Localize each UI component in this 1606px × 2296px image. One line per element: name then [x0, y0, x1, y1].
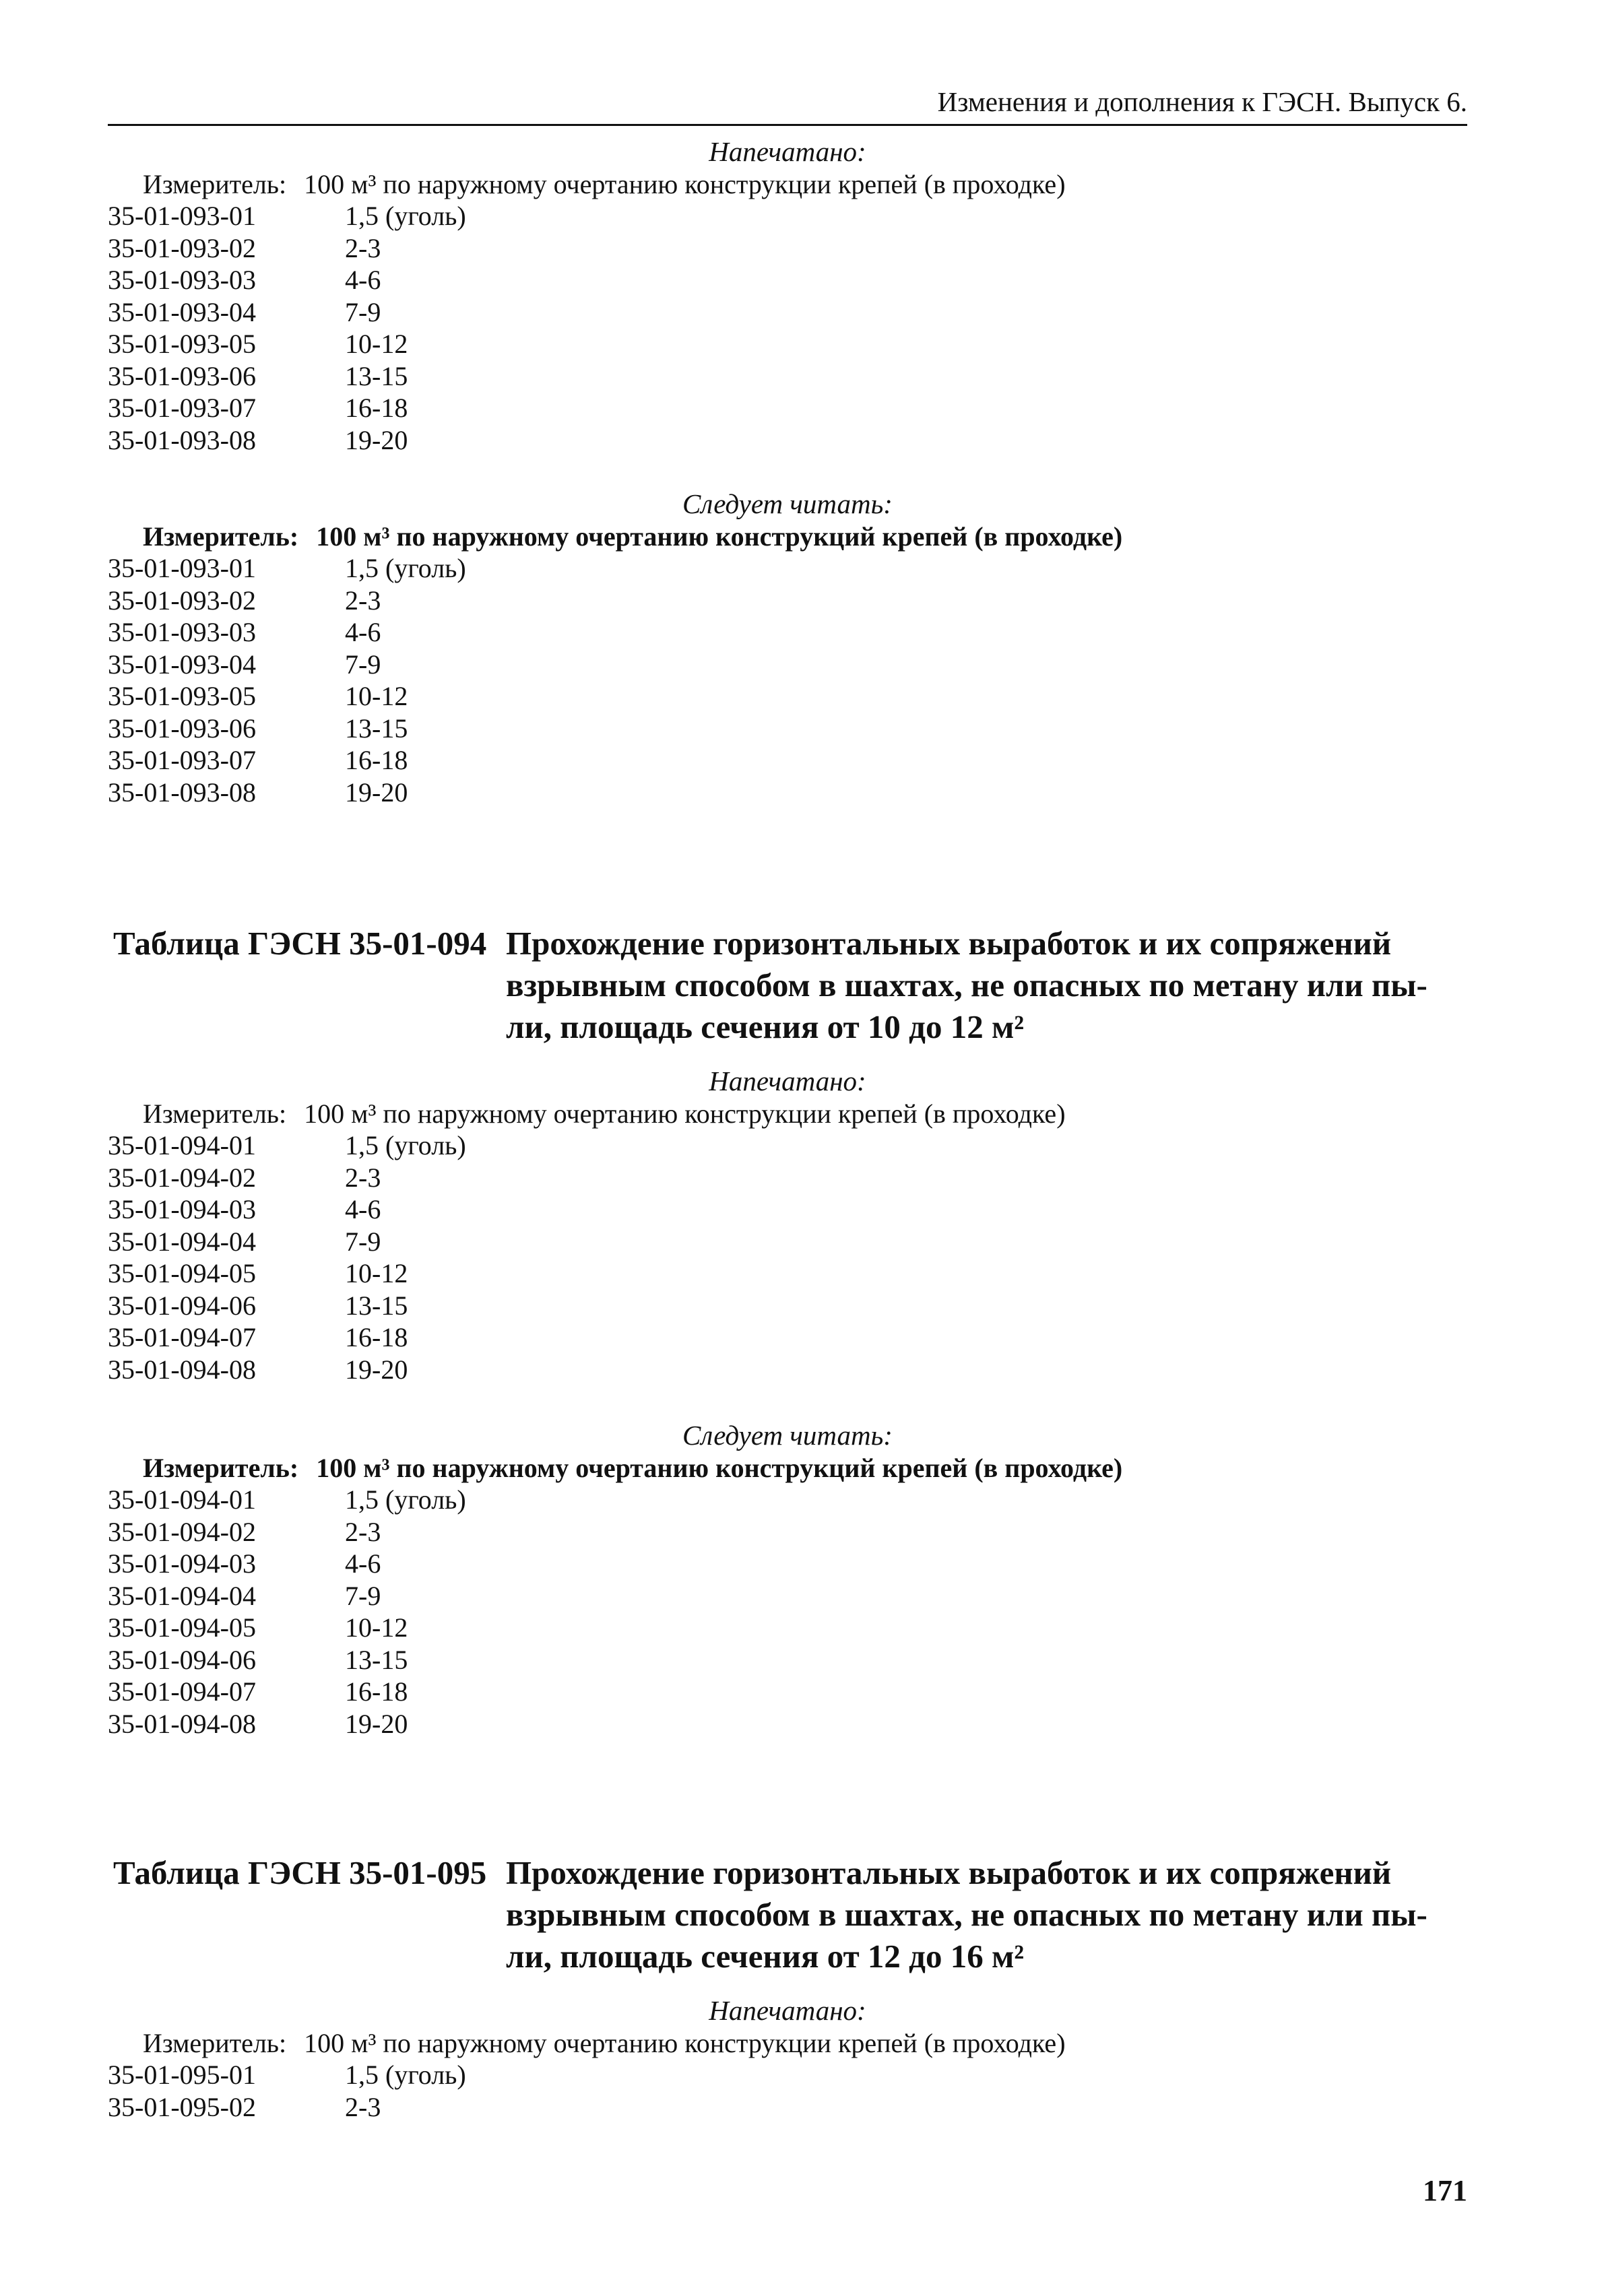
row-value: 4-6	[345, 265, 381, 295]
section-heading: Следует читать:	[682, 488, 893, 519]
table-row	[108, 2091, 1467, 2124]
unit-label: Измеритель:	[143, 2028, 287, 2058]
row-code: 35-01-093-06	[108, 713, 256, 744]
row-value: 19-20	[345, 424, 408, 455]
unit-line	[108, 168, 1467, 200]
table-row	[108, 1516, 1467, 1548]
table-row	[108, 2059, 1467, 2091]
table-caption-line: Прохождение горизонтальных выработок и их сопряжений	[506, 1854, 1392, 1891]
row-code: 35-01-093-04	[108, 649, 256, 680]
row-value: 1,5 (уголь)	[345, 1130, 466, 1160]
row-code: 35-01-094-01	[108, 1484, 256, 1515]
rows	[108, 200, 1467, 456]
row-value: 1,5 (уголь)	[345, 201, 466, 231]
row-value: 7-9	[345, 1580, 381, 1611]
section-heading: Следует читать:	[682, 1420, 893, 1451]
corrected-block-094	[108, 1418, 1467, 1740]
table-row	[108, 1644, 1467, 1676]
row-code: 35-01-093-07	[108, 393, 256, 423]
row-value: 19-20	[345, 1708, 408, 1739]
table-caption	[506, 1852, 1467, 1977]
row-value: 16-18	[345, 393, 408, 423]
unit-text: 100 м³ по наружному очертанию конструкции крепей (в проходке)	[304, 1098, 1066, 1129]
table-row	[108, 713, 1467, 745]
row-value: 10-12	[345, 1258, 408, 1288]
row-code: 35-01-094-03	[108, 1194, 256, 1224]
row-value: 4-6	[345, 1194, 381, 1224]
table-row	[108, 392, 1467, 424]
table-caption-line: ли, площадь сечения от 10 до 12 м²	[506, 1008, 1025, 1045]
table-caption-line: взрывным способом в шахтах, не опасных по метану или пы-	[506, 1896, 1427, 1933]
table-row	[108, 1548, 1467, 1580]
rows	[108, 1484, 1467, 1740]
table-row	[108, 585, 1467, 617]
row-code: 35-01-093-01	[108, 553, 256, 583]
unit-text: 100 м³ по наружному очертанию конструкций крепей (в проходке)	[316, 521, 1123, 552]
table-row	[108, 296, 1467, 329]
row-code: 35-01-095-01	[108, 2060, 256, 2090]
row-code: 35-01-093-07	[108, 745, 256, 775]
row-code: 35-01-094-08	[108, 1354, 256, 1385]
table-row	[108, 424, 1467, 457]
row-value: 2-3	[345, 1162, 381, 1193]
table-row	[108, 1162, 1467, 1194]
row-value: 1,5 (уголь)	[345, 553, 466, 583]
row-code: 35-01-094-06	[108, 1644, 256, 1675]
row-value: 10-12	[345, 681, 408, 711]
row-value: 19-20	[345, 777, 408, 808]
table-row	[108, 232, 1467, 265]
section-heading: Напечатано:	[709, 1995, 866, 2026]
printed-block-093	[108, 135, 1467, 456]
table-row	[108, 1290, 1467, 1322]
unit-label: Измеритель:	[143, 521, 299, 552]
table-caption	[506, 923, 1467, 1048]
row-value: 10-12	[345, 1612, 408, 1643]
unit-label: Измеритель:	[143, 169, 287, 199]
row-value: 2-3	[345, 232, 381, 263]
table-label: Таблица ГЭСН 35-01-095	[113, 1854, 487, 1891]
row-code: 35-01-094-07	[108, 1322, 256, 1352]
table-row	[108, 1226, 1467, 1258]
row-code: 35-01-093-05	[108, 329, 256, 359]
row-code: 35-01-093-03	[108, 617, 256, 647]
table-row	[108, 1708, 1467, 1740]
printed-block-095	[108, 1994, 1467, 2123]
row-code: 35-01-094-04	[108, 1226, 256, 1257]
row-value: 7-9	[345, 649, 381, 680]
row-code: 35-01-094-04	[108, 1580, 256, 1611]
unit-text: 100 м³ по наружному очертанию конструкции крепей (в проходке)	[304, 2028, 1066, 2058]
row-code: 35-01-095-02	[108, 2091, 256, 2122]
row-code: 35-01-094-05	[108, 1258, 256, 1288]
row-value: 1,5 (уголь)	[345, 2060, 466, 2090]
row-code: 35-01-093-08	[108, 777, 256, 808]
row-value: 13-15	[345, 1644, 408, 1675]
row-code: 35-01-093-02	[108, 585, 256, 616]
row-value: 16-18	[345, 1676, 408, 1707]
row-code: 35-01-093-03	[108, 265, 256, 295]
printed-block-094	[108, 1064, 1467, 1385]
row-code: 35-01-094-01	[108, 1130, 256, 1160]
row-value: 1,5 (уголь)	[345, 1484, 466, 1515]
row-code: 35-01-093-05	[108, 681, 256, 711]
unit-text: 100 м³ по наружному очертанию конструкции крепей (в проходке)	[304, 169, 1066, 199]
row-code: 35-01-094-07	[108, 1676, 256, 1707]
table-row	[108, 1257, 1467, 1290]
row-value: 7-9	[345, 296, 381, 327]
table-row	[108, 1580, 1467, 1612]
table-row	[108, 1321, 1467, 1354]
table-row	[108, 328, 1467, 360]
unit-line	[108, 521, 1467, 552]
table-row	[108, 744, 1467, 777]
row-code: 35-01-093-06	[108, 360, 256, 391]
table-row	[108, 264, 1467, 296]
row-code: 35-01-093-01	[108, 201, 256, 231]
row-value: 2-3	[345, 2091, 381, 2122]
row-value: 7-9	[345, 1226, 381, 1257]
row-code: 35-01-094-06	[108, 1290, 256, 1321]
row-value: 16-18	[345, 1322, 408, 1352]
row-code: 35-01-093-04	[108, 296, 256, 327]
unit-text: 100 м³ по наружному очертанию конструкций крепей (в проходке)	[316, 1453, 1123, 1483]
row-value: 13-15	[345, 713, 408, 744]
row-code: 35-01-094-03	[108, 1548, 256, 1579]
table-row	[108, 1676, 1467, 1708]
row-code: 35-01-094-02	[108, 1516, 256, 1547]
unit-label: Измеритель:	[143, 1098, 287, 1129]
page-number: 171	[1423, 2174, 1467, 2207]
row-value: 13-15	[345, 1290, 408, 1321]
table-caption-line: ли, площадь сечения от 12 до 16 м²	[506, 1938, 1025, 1975]
row-code: 35-01-093-02	[108, 232, 256, 263]
section-heading: Напечатано:	[709, 1065, 866, 1096]
row-code: 35-01-094-08	[108, 1708, 256, 1739]
table-row	[108, 360, 1467, 393]
unit-line	[108, 1452, 1467, 1484]
table-row	[108, 552, 1467, 585]
row-value: 19-20	[345, 1354, 408, 1385]
table-title-094	[113, 923, 1467, 1048]
table-row	[108, 680, 1467, 713]
table-caption-line: Прохождение горизонтальных выработок и их сопряжений	[506, 925, 1392, 962]
table-row	[108, 777, 1467, 809]
row-value: 2-3	[345, 585, 381, 616]
row-value: 4-6	[345, 617, 381, 647]
row-code: 35-01-093-08	[108, 424, 256, 455]
corrected-block-093	[108, 487, 1467, 808]
running-header-text: Изменения и дополнения к ГЭСН. Выпуск 6.	[937, 86, 1467, 117]
table-title-095	[113, 1852, 1467, 1977]
table-label: Таблица ГЭСН 35-01-094	[113, 925, 487, 962]
rows	[108, 552, 1467, 808]
table-row	[108, 1484, 1467, 1516]
row-value: 16-18	[345, 745, 408, 775]
row-value: 4-6	[345, 1548, 381, 1579]
table-row	[108, 1193, 1467, 1226]
table-row	[108, 649, 1467, 681]
table-row	[108, 200, 1467, 232]
row-value: 2-3	[345, 1516, 381, 1547]
row-code: 35-01-094-05	[108, 1612, 256, 1643]
table-row	[108, 1612, 1467, 1644]
unit-line	[108, 1098, 1467, 1129]
unit-line	[108, 2027, 1467, 2059]
table-row	[108, 1129, 1467, 1162]
table-row	[108, 1354, 1467, 1386]
section-heading: Напечатано:	[709, 136, 866, 167]
running-header	[108, 85, 1467, 126]
rows	[108, 1129, 1467, 1385]
row-value: 13-15	[345, 360, 408, 391]
rows	[108, 2059, 1467, 2123]
table-row	[108, 616, 1467, 649]
row-code: 35-01-094-02	[108, 1162, 256, 1193]
row-value: 10-12	[345, 329, 408, 359]
table-caption-line: взрывным способом в шахтах, не опасных по метану или пы-	[506, 966, 1427, 1004]
unit-label: Измеритель:	[143, 1453, 299, 1483]
